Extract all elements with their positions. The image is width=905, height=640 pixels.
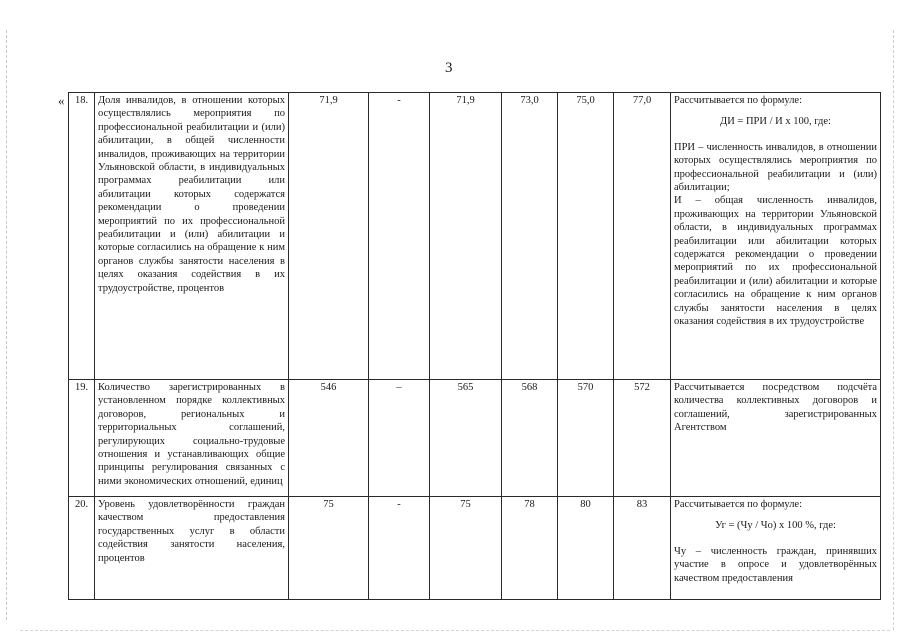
calculation-method: [671, 380, 881, 497]
formula: Уг = (Чу / Чо) х 100 %, где:: [715, 520, 836, 532]
value-cell: 75: [289, 497, 369, 600]
value-cell: 83: [614, 497, 671, 600]
indicators-table: [68, 92, 881, 600]
indicator-name: Уровень удовлетворённости граждан качеством предоставления государственных услуг в области содействия занятости населения, процентов: [95, 497, 289, 600]
calculation-method: [671, 93, 881, 380]
value-cell: 572: [614, 380, 671, 497]
value-cell: -: [369, 497, 430, 600]
scan-edge-right: [893, 30, 895, 630]
value-cell: 75: [430, 497, 502, 600]
value-cell: 75,0: [558, 93, 614, 380]
method-definition: И – общая численность инвалидов, проживающих на территории Ульяновской области, в индивидуальных программах реабилитации или абилитации которых содержатся рекомендации о проведении мероприятий по их профессиональной реабилитации и (или) абилитации и которые согласились на обращение к ним органов службы занятости населения в целях оказания содействия в их трудоустройстве: [674, 195, 877, 328]
value-cell: 73,0: [502, 93, 558, 380]
value-cell: 80: [558, 497, 614, 600]
row-number: 20.: [69, 497, 95, 600]
value-cell: 568: [502, 380, 558, 497]
value-cell: -: [369, 93, 430, 380]
value-cell: 71,9: [289, 93, 369, 380]
value-cell: –: [369, 380, 430, 497]
row-number: 18.: [69, 93, 95, 380]
calculation-method: [671, 497, 881, 600]
row-number: 19.: [69, 380, 95, 497]
method-definition: Чу – численность граждан, принявших участие в опросе и удовлетворённых качеством предоставления: [674, 545, 877, 584]
indicator-name: Доля инвалидов, в отношении которых осуществлялись мероприятия по профессиональной реабилитации и (или) абилитации, в общей численности инвалидов, проживающих на территории Ульяновской области, в индивидуальных программах реабилитации или абилитации которых содержатся рекомендации о проведении мероприятий по их профессиональной реабилитации и (или) абилитации и которые согласились на обращение к ним органов службы занятости населения в целях оказания содействия в их трудоустройстве, процентов: [95, 93, 289, 380]
indicator-name: Количество зарегистрированных в установленном порядке коллективных договоров, региональных и территориальных соглашений, регулирующих социально-трудовые отношения и устанавливающих общие принципы регулирования связанных с ними экономических отношений, единиц: [95, 380, 289, 497]
value-cell: 77,0: [614, 93, 671, 380]
opening-quote-mark: «: [58, 93, 65, 108]
table-row: [69, 497, 881, 600]
scan-edge-bottom: [20, 630, 890, 632]
value-cell: 570: [558, 380, 614, 497]
formula: ДИ = ПРИ / И х 100, где:: [720, 116, 831, 128]
method-intro: Рассчитывается по формуле:: [674, 95, 803, 106]
method-definition: ПРИ – численность инвалидов, в отношении которых осуществлялись мероприятия по профессиональной реабилитации и (или) абилитации;: [674, 141, 877, 194]
table-row: [69, 380, 881, 497]
value-cell: 71,9: [430, 93, 502, 380]
method-intro: Рассчитывается по формуле:: [674, 499, 803, 510]
value-cell: 565: [430, 380, 502, 497]
scan-edge-left: [6, 30, 8, 620]
value-cell: 546: [289, 380, 369, 497]
page-number: 3: [445, 60, 453, 76]
method-intro: Рассчитывается посредством подсчёта количества коллективных договоров и соглашений, зарегистрированных Агентством: [674, 382, 877, 434]
table-row: [69, 93, 881, 380]
value-cell: 78: [502, 497, 558, 600]
